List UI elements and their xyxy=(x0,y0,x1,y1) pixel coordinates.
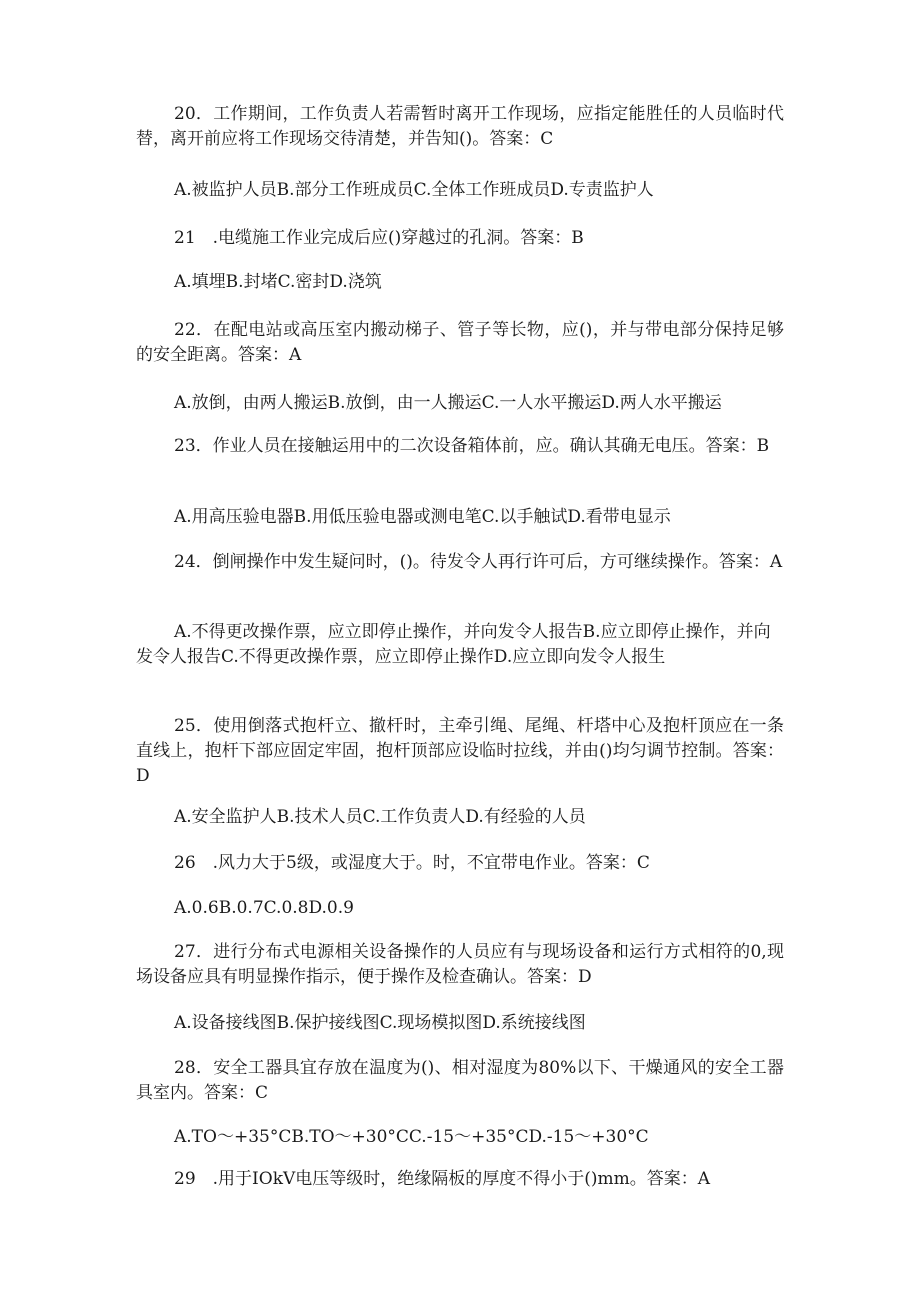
question-20-options: A.被监护人员B.部分工作班成员C.全体工作班成员D.专责监护人 xyxy=(174,180,654,200)
question-24-options: A.不得更改操作票，应立即停止操作，并向发令人报告B.应立即停止操作，并向发令人报告C.不得更改操作票，应立即停止操作D.应立即向发令人报生 xyxy=(136,622,771,667)
question-27-options: A.设备接线图B.保护接线图C.现场模拟图D.系统接线图 xyxy=(174,1013,586,1033)
question-28-stem: 28．安全工器具宜存放在温度为()、相对湿度为80%以下、干燥通风的安全工器具室内。答案：C xyxy=(136,1058,784,1103)
question-25-stem: 25．使用倒落式抱杆立、撤杆时，主牵引绳、尾绳、杆塔中心及抱杆顶应在一条直线上，抱杆下部应固定牢固，抱杆顶部应设临时拉线，并由()均匀调节控制。答案：D xyxy=(136,716,784,786)
question-22-stem: 22．在配电站或高压室内搬动梯子、管子等长物，应()，并与带电部分保持足够的安全距离。答案：A xyxy=(136,320,784,365)
question-21-stem: 21 .电缆施工作业完成后应()穿越过的孔洞。答案：B xyxy=(174,228,584,248)
question-20-stem: 20．工作期间，工作负责人若需暂时离开工作现场，应指定能胜任的人员临时代替，离开前应将工作现场交待清楚，并告知()。答案：C xyxy=(136,104,784,149)
question-25-options: A.安全监护人B.技术人员C.工作负责人D.有经验的人员 xyxy=(174,807,586,827)
question-26-stem: 26 .风力大于5级，或湿度大于。时，不宜带电作业。答案：C xyxy=(174,853,650,873)
question-28-options: A.TO～+35°CB.TO～+30°CC.-15～+35°CD.-15～+30°C xyxy=(174,1127,649,1147)
question-24-stem: 24．倒闸操作中发生疑问时，()。待发令人再行许可后，方可继续操作。答案：A xyxy=(174,552,783,572)
question-26-options: A.0.6B.0.7C.0.8D.0.9 xyxy=(174,898,354,918)
question-21-options: A.填埋B.封堵C.密封D.浇筑 xyxy=(174,272,382,292)
question-23-options: A.用高压验电器B.用低压验电器或测电笔C.以手触试D.看带电显示 xyxy=(174,507,671,527)
question-27-stem: 27．进行分布式电源相关设备操作的人员应有与现场设备和运行方式相符的0,现场设备应具有明显操作指示，便于操作及检查确认。答案：D xyxy=(136,942,784,987)
question-22-options: A.放倒，由两人搬运B.放倒，由一人搬运C.一人水平搬运D.两人水平搬运 xyxy=(174,393,722,413)
question-29-stem: 29 .用于IOkV电压等级时，绝缘隔板的厚度不得小于()mm。答案：A xyxy=(174,1169,711,1189)
question-23-stem: 23．作业人员在接触运用中的二次设备箱体前，应。确认其确无电压。答案：B xyxy=(174,436,770,456)
